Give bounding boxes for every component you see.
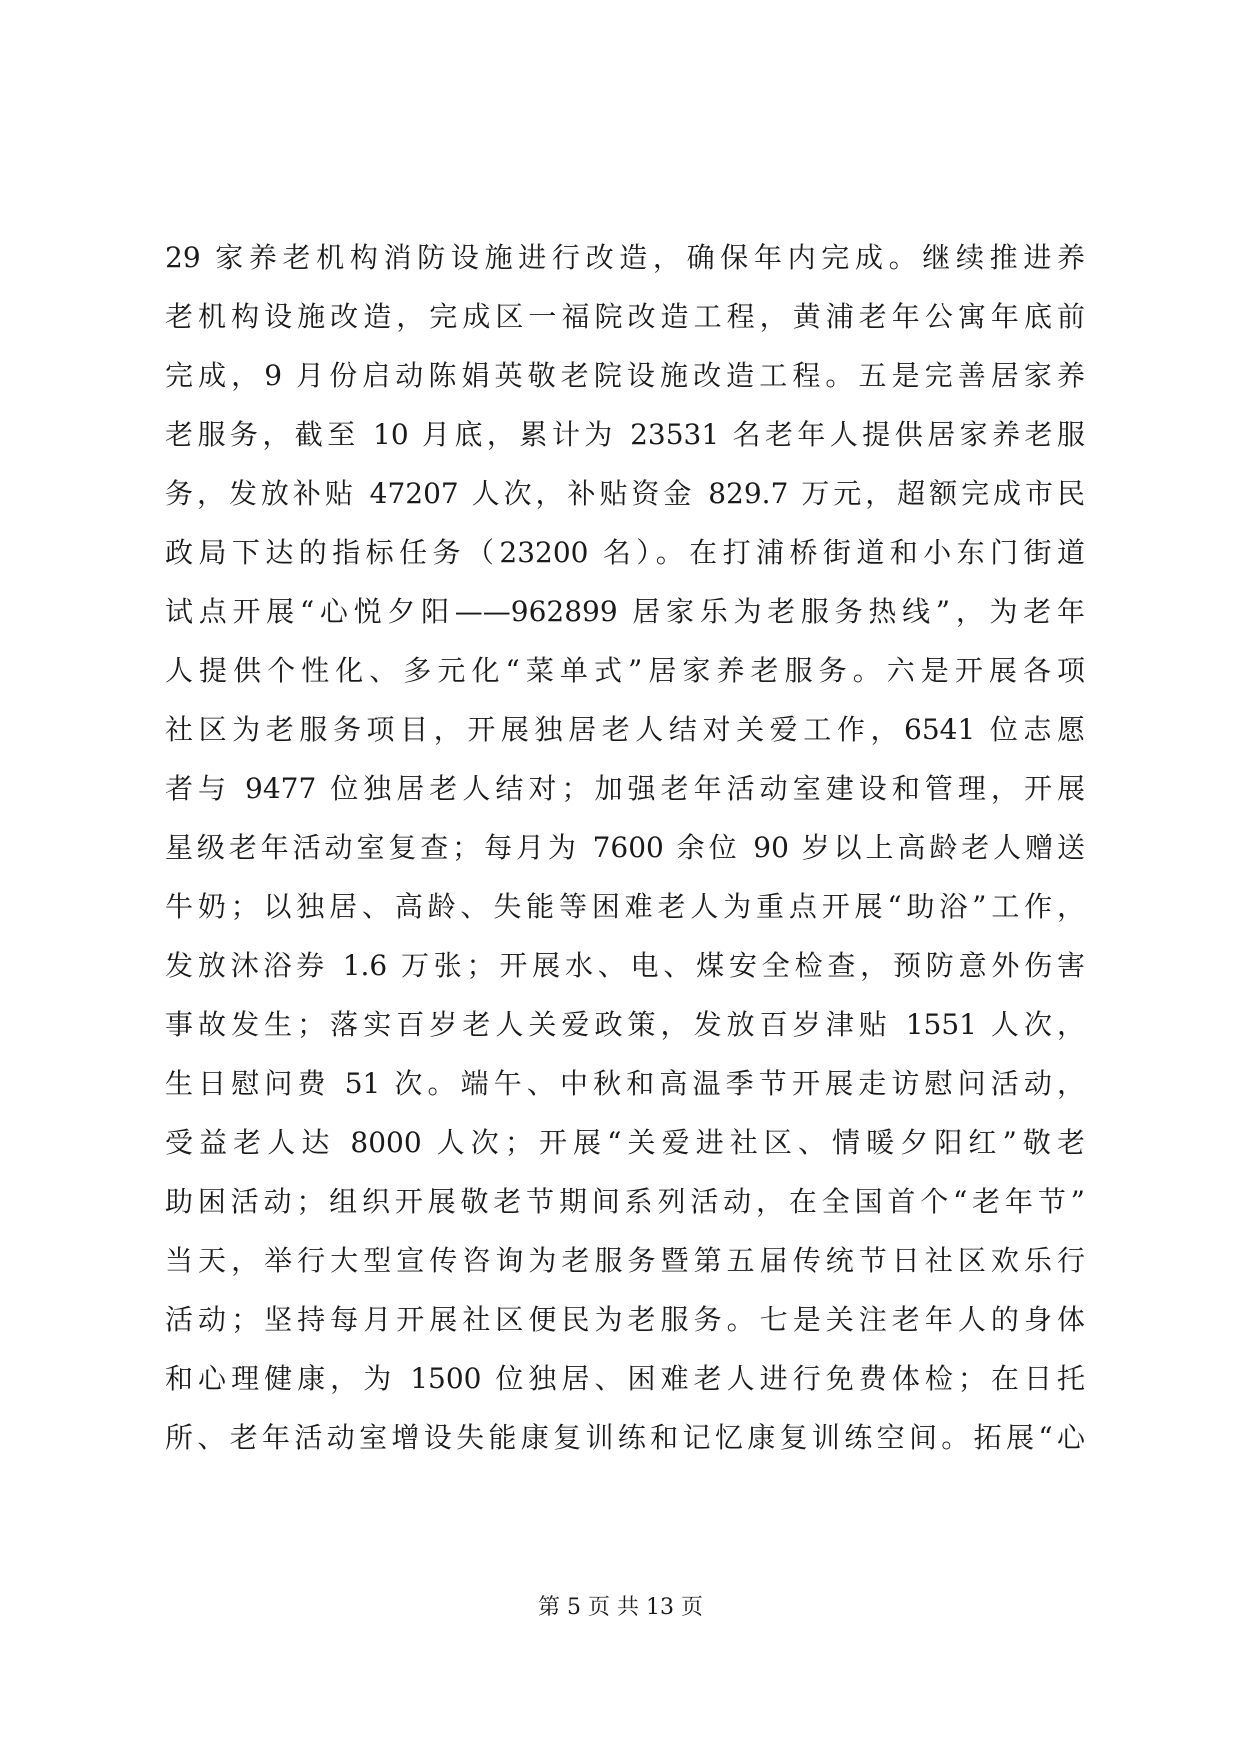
text-line: 星级老年活动室复查；每月为 7600 余位 90 岁以上高龄老人赠送 — [165, 831, 1085, 864]
text-line: 事故发生；落实百岁老人关爱政策，发放百岁津贴 1551 人次， — [165, 1008, 1085, 1041]
text-line: 者与 9477 位独居老人结对；加强老年活动室建设和管理，开展 — [165, 772, 1085, 805]
text-line: 完成，9 月份启动陈娟英敬老院设施改造工程。五是完善居家养 — [165, 359, 1085, 392]
text-line: 务，发放补贴 47207 人次，补贴资金 829.7 万元，超额完成市民 — [165, 477, 1085, 510]
text-line: 受益老人达 8000 人次；开展“关爱进社区、情暖夕阳红”敬老 — [165, 1126, 1085, 1159]
page-number-footer: 第 5 页 共 13 页 — [538, 1595, 703, 1620]
text-line: 活动；坚持每月开展社区便民为老服务。七是关注老年人的身体 — [165, 1303, 1085, 1336]
body-paragraph — [165, 228, 1085, 1467]
text-line: 29 家养老机构消防设施进行改造，确保年内完成。继续推进养 — [165, 241, 1085, 274]
text-line: 试点开展“心悦夕阳——962899 居家乐为老服务热线”，为老年 — [165, 595, 1085, 628]
text-line: 牛奶；以独居、高龄、失能等困难老人为重点开展“助浴”工作， — [165, 890, 1085, 923]
text-line: 政局下达的指标任务（23200 名）。在打浦桥街道和小东门街道 — [165, 536, 1085, 569]
text-line: 所、老年活动室增设失能康复训练和记忆康复训练空间。拓展“心 — [165, 1421, 1085, 1454]
text-line: 助困活动；组织开展敬老节期间系列活动，在全国首个“老年节” — [165, 1185, 1085, 1218]
text-line: 生日慰问费 51 次。端午、中秋和高温季节开展走访慰问活动， — [165, 1067, 1085, 1100]
text-line: 发放沐浴券 1.6 万张；开展水、电、煤安全检查，预防意外伤害 — [165, 949, 1085, 982]
text-line: 和心理健康，为 1500 位独居、困难老人进行免费体检；在日托 — [165, 1362, 1085, 1395]
text-line: 老机构设施改造，完成区一福院改造工程，黄浦老年公寓年底前 — [165, 300, 1085, 333]
text-line: 老服务，截至 10 月底，累计为 23531 名老年人提供居家养老服 — [165, 418, 1085, 451]
text-line: 人提供个性化、多元化“菜单式”居家养老服务。六是开展各项 — [165, 654, 1085, 687]
text-line: 社区为老服务项目，开展独居老人结对关爱工作，6541 位志愿 — [165, 713, 1085, 746]
text-line: 当天，举行大型宣传咨询为老服务暨第五届传统节日社区欢乐行 — [165, 1244, 1085, 1277]
